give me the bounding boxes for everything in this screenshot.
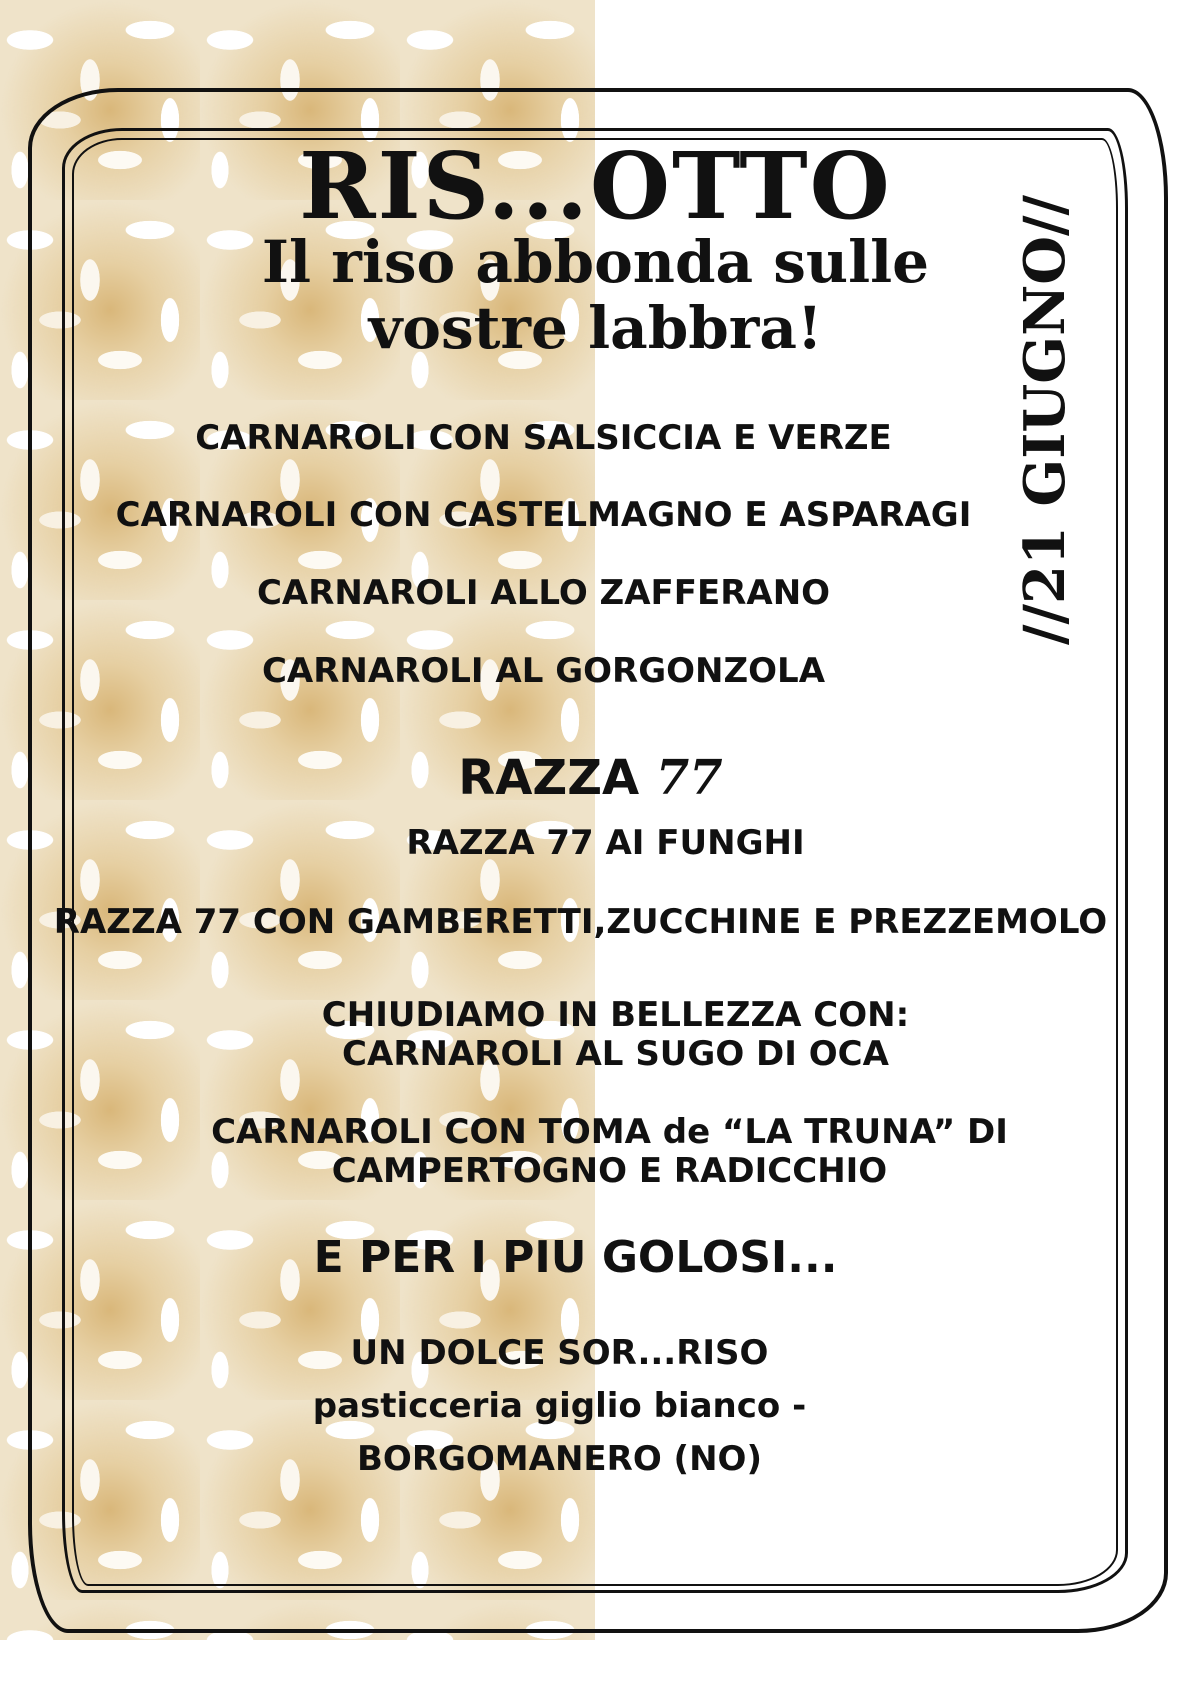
menu-item-carnaroli-gorgonzola: CARNAROLI AL GORGONZOLA	[261, 651, 826, 691]
razza-heading-number: 77	[655, 750, 723, 806]
golosi-heading: E PER I PIU GOLOSI...	[313, 1232, 838, 1283]
dessert-line-2: pasticceria giglio bianco -	[312, 1386, 807, 1426]
closing-line-1: CHIUDIAMO IN BELLEZZA CON:	[321, 995, 910, 1035]
closing-line-2: CARNAROLI AL SUGO DI OCA	[342, 1034, 889, 1074]
menu-title: RIS...OTTO	[299, 132, 892, 240]
dessert-line-3: BORGOMANERO (NO)	[357, 1439, 762, 1479]
menu-item-carnaroli-zafferano: CARNAROLI ALLO ZAFFERANO	[256, 573, 831, 613]
menu-item-razza-funghi: RAZZA 77 AI FUNGHI	[406, 823, 805, 863]
toma-line-1: CARNAROLI CON TOMA de “LA TRUNA” DI	[211, 1112, 1008, 1152]
toma-line-2: CAMPERTOGNO E RADICCHIO	[331, 1151, 888, 1191]
razza-heading-word: RAZZA	[458, 750, 640, 806]
subtitle-line-2: vostre labbra!	[368, 294, 823, 362]
menu-item-carnaroli-salsiccia: CARNAROLI CON SALSICCIA E VERZE	[195, 418, 892, 458]
dessert-line-1: UN DOLCE SOR...RISO	[350, 1333, 769, 1373]
event-date: //21 GIUGNO//	[1012, 195, 1078, 645]
menu-item-carnaroli-castelmagno: CARNAROLI CON CASTELMAGNO E ASPARAGI	[115, 495, 972, 535]
razza-heading	[0, 750, 1186, 806]
subtitle-line-1: Il riso abbonda sulle	[261, 228, 930, 296]
menu-item-razza-gamberetti: RAZZA 77 CON GAMBERETTI,ZUCCHINE E PREZZEMOLO	[53, 902, 1108, 942]
